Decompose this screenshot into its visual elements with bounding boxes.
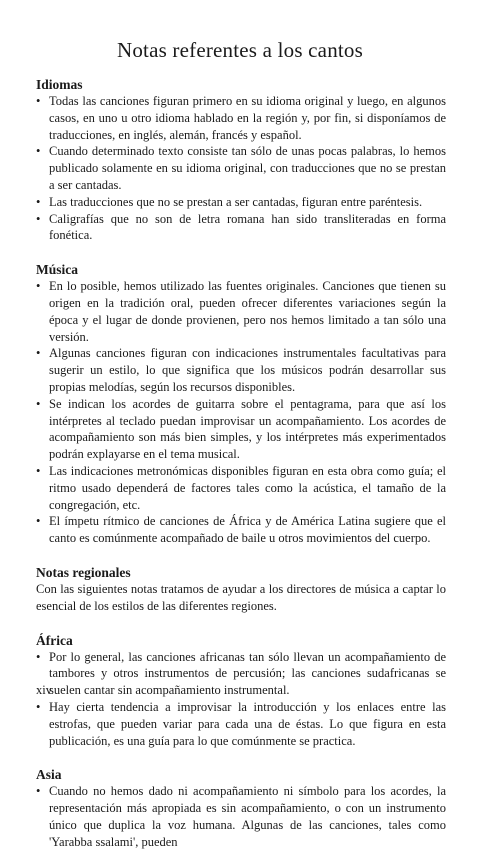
section-musica bbox=[36, 261, 446, 547]
list-item bbox=[36, 211, 446, 245]
bullet-icon: • bbox=[36, 463, 41, 478]
section-idiomas bbox=[36, 76, 446, 244]
list-item bbox=[36, 396, 446, 463]
bullet-icon: • bbox=[36, 211, 41, 226]
bullet-icon: • bbox=[36, 649, 41, 664]
list-item-text: Cuando no hemos dado ni acompañamiento ni símbolo para los acordes, la representación más apropiada es sin acompañamiento, o con un instrumento único que duplica la voz humana. Algunas de las canciones, tales como 'Yarabba ssalami', pueden bbox=[49, 784, 446, 849]
list-item bbox=[36, 513, 446, 547]
page-number: xiv bbox=[36, 683, 52, 697]
list-item bbox=[36, 345, 446, 395]
section-paragraph: Con las siguientes notas tratamos de ayudar a los directores de música a captar lo esencial de los estilos de las diferentes regiones. bbox=[36, 581, 446, 613]
list-item bbox=[36, 278, 446, 345]
section-heading: Idiomas bbox=[36, 77, 83, 92]
section-africa bbox=[36, 632, 446, 750]
list-item-text: Se indican los acordes de guitarra sobre el pentagrama, para que así los intérpretes al teclado puedan improvisar un acompañamiento. Los acordes de acompañamiento son más bien simples, y los intérpretes más experimentados podrán explayarse en el tema musical. bbox=[49, 396, 446, 462]
section-notas-regionales bbox=[36, 564, 446, 615]
page-content bbox=[36, 76, 446, 850]
list-item-text: Por lo general, las canciones africanas tan sólo llevan un acompañamiento de tambores y otros instrumentos de percusión; las canciones sudafricanas se suelen cantar sin acompañamiento instrumental. bbox=[49, 649, 446, 698]
bullet-icon: • bbox=[36, 279, 41, 294]
section-heading: Asia bbox=[36, 767, 62, 783]
page-title: Notas referentes a los cantos bbox=[116, 38, 364, 62]
list-item-text: Todas las canciones figuran primero en su idioma original y luego, en algunos casos, en uno u otro idioma hablado en la región y, por fin, si disponíamos de traducciones, en inglés, alemán, francés y español. bbox=[49, 94, 446, 142]
list-item bbox=[36, 699, 446, 749]
bullet-icon: • bbox=[36, 94, 41, 108]
list-item-text: Las indicaciones metronómicas disponibles figuran en esta obra como guía; el ritmo usado dependerá de factores tales como la acústica, el tamaño de la congregación, etc. bbox=[49, 463, 446, 512]
list-item-text: Algunas canciones figuran con indicaciones instrumentales facultativas para sugerir un estilo, lo que significa que los músicos podrán desarrollar sus propias melodías, según los recursos disponibles. bbox=[49, 346, 446, 394]
list-item bbox=[36, 649, 446, 699]
list-item-text: Caligrafías que no son de letra romana han sido transliteradas en forma fonética. bbox=[49, 211, 446, 243]
list-item-text: El ímpetu rítmico de canciones de África y de América Latina sugiere que el canto es comúnmente acompañado de baile u otros movimientos del cuerpo. bbox=[49, 514, 446, 546]
list-item-text: Hay cierta tendencia a improvisar la introducción y los enlaces entre las estrofas, que pueden variar para cada una de éstas. Lo que figura en esta publicación, es una guía para lo que comúnmente se practica. bbox=[49, 699, 446, 748]
bullet-list bbox=[36, 783, 446, 850]
bullet-list bbox=[36, 278, 446, 547]
list-item-text: En lo posible, hemos utilizado las fuentes originales. Canciones que tienen su origen en la tradición oral, pueden ofrecer diferentes variaciones según la época y el lugar de donde provienen, pero nos hemos limitado a tan sólo una versión. bbox=[49, 279, 446, 344]
bullet-list bbox=[36, 649, 446, 750]
bullet-icon: • bbox=[36, 396, 41, 411]
list-item bbox=[36, 783, 446, 850]
section-heading: África bbox=[36, 632, 73, 648]
list-item-text: Las traducciones que no se prestan a ser cantadas, figuran entre paréntesis. bbox=[49, 194, 423, 209]
bullet-icon: • bbox=[36, 514, 41, 529]
list-item bbox=[36, 143, 446, 193]
bullet-icon: • bbox=[36, 194, 41, 209]
section-heading: Notas regionales bbox=[36, 564, 131, 580]
list-item-text: Cuando determinado texto consiste tan sólo de unas pocas palabras, lo hemos publicado solamente en su idioma original, con traducciones que no se prestan a ser cantadas. bbox=[49, 144, 446, 192]
bullet-icon: • bbox=[36, 346, 41, 361]
bullet-list bbox=[36, 93, 446, 244]
list-item bbox=[36, 93, 446, 143]
section-asia bbox=[36, 766, 446, 850]
list-item bbox=[36, 194, 446, 211]
bullet-icon: • bbox=[36, 144, 41, 159]
list-item bbox=[36, 463, 446, 513]
bullet-icon: • bbox=[36, 784, 41, 799]
bullet-icon: • bbox=[36, 699, 41, 714]
section-heading: Música bbox=[36, 262, 78, 278]
